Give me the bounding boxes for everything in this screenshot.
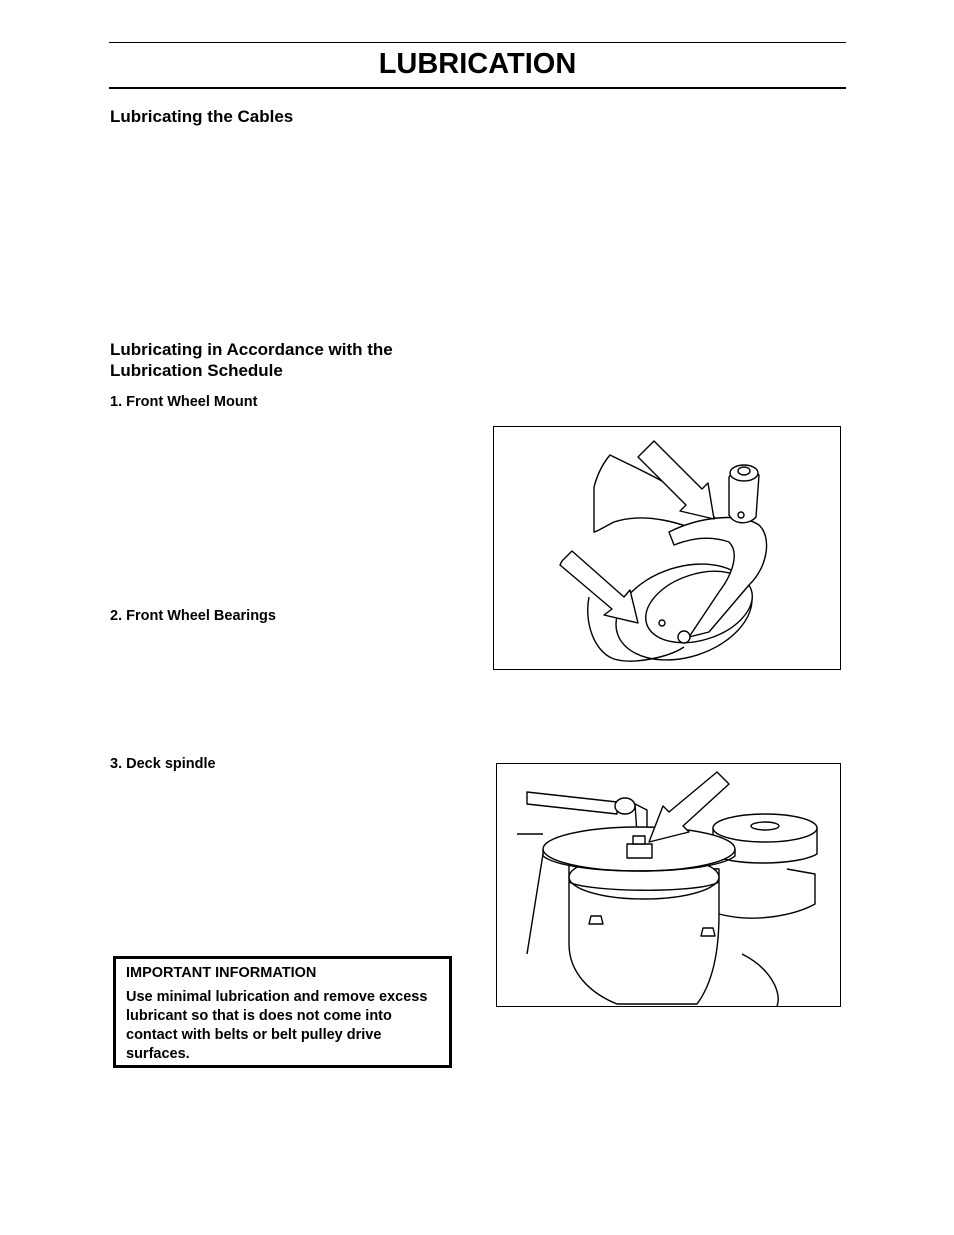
section-heading-schedule	[110, 339, 393, 381]
header-rule-top	[109, 42, 846, 43]
front-wheel-illustration-icon	[494, 427, 840, 669]
deck-spindle-figure	[496, 763, 841, 1007]
header-rule-bottom	[109, 87, 846, 89]
front-wheel-figure	[493, 426, 841, 670]
item-heading-front-wheel-mount: 1. Front Wheel Mount	[110, 394, 258, 410]
deck-spindle-illustration-icon	[497, 764, 840, 1006]
item-heading-deck-spindle: 3. Deck spindle	[110, 756, 216, 772]
notice-title: IMPORTANT INFORMATION	[126, 965, 317, 981]
section-heading-schedule-line2: Lubrication Schedule	[110, 361, 283, 380]
item-heading-front-wheel-bearings: 2. Front Wheel Bearings	[110, 608, 276, 624]
page-title: LUBRICATION	[378, 48, 577, 80]
section-heading-cables: Lubricating the Cables	[110, 107, 294, 126]
notice-text: Use minimal lubrication and remove excess lubricant so that is does not come into contact with belts or belt pulley drive surfaces.	[126, 989, 428, 1062]
section-heading-schedule-line1: Lubricating in Accordance with the	[110, 340, 393, 359]
important-information-box	[113, 956, 452, 1068]
